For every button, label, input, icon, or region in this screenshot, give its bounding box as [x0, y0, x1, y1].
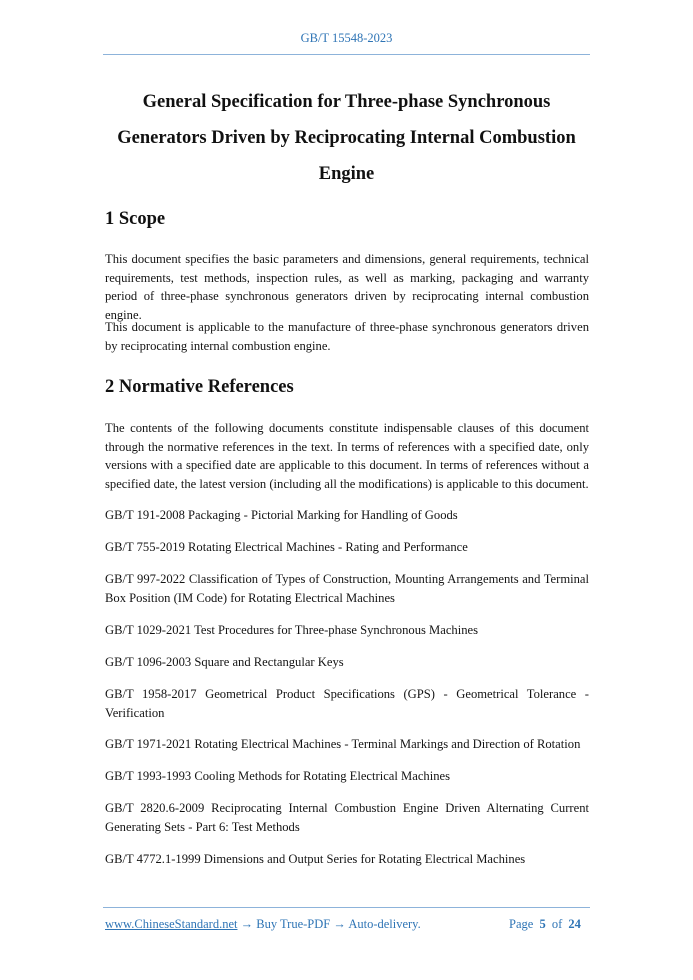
reference-item: GB/T 755-2019 Rotating Electrical Machines - Rating and Performance	[105, 540, 468, 554]
scope-paragraph-1: This document specifies the basic parameters and dimensions, general requirements, technical requirements, test methods, inspection rules, as well as marking, packaging and warranty period of three-phase synchronous generators driven by reciprocating internal combustion engine.	[105, 252, 589, 323]
header-divider	[103, 54, 590, 55]
page-indicator	[509, 917, 584, 932]
site-link[interactable]: www.ChineseStandard.net	[105, 917, 238, 931]
page-total: 24	[568, 917, 581, 931]
arrow-right-icon: →	[240, 917, 254, 931]
reference-item: GB/T 191-2008 Packaging - Pictorial Marking for Handling of Goods	[105, 508, 458, 522]
title-line-1: General Specification for Three-phase Synchronous	[142, 92, 551, 112]
page-label: Page	[509, 917, 534, 931]
section-heading-normative-references: 2 Normative References	[105, 377, 294, 397]
document-title	[100, 84, 593, 192]
page-current: 5	[539, 917, 546, 931]
reference-item: GB/T 1096-2003 Square and Rectangular Keys	[105, 655, 344, 669]
header-standard-code: GB/T 15548-2023	[300, 31, 393, 45]
auto-delivery-text: Auto-delivery.	[348, 917, 421, 931]
footer-divider	[103, 907, 590, 908]
section-heading-scope: 1 Scope	[105, 209, 166, 229]
footer-promo	[105, 917, 421, 932]
title-line-3: Engine	[318, 164, 375, 184]
buy-true-pdf-text: Buy True-PDF	[256, 917, 331, 931]
reference-item: GB/T 2820.6-2009 Reciprocating Internal Combustion Engine Driven Alternating Current Generating Sets - Part 6: Test Methods	[105, 801, 589, 834]
normative-intro-paragraph: The contents of the following documents constitute indispensable clauses of this document through the normative references in the text. In terms of references with a specified date, only versions with a specified date are applicable to this document. In terms of references without a specified date, the latest version (including all the modifications) is applicable to this document.	[105, 421, 589, 492]
reference-item: GB/T 1993-1993 Cooling Methods for Rotating Electrical Machines	[105, 769, 450, 783]
page-of-label: of	[551, 917, 563, 931]
reference-item: GB/T 4772.1-1999 Dimensions and Output Series for Rotating Electrical Machines	[105, 852, 526, 866]
arrow-right-icon: →	[333, 917, 346, 931]
reference-item: GB/T 1029-2021 Test Procedures for Three-phase Synchronous Machines	[105, 623, 479, 637]
title-line-2: Generators Driven by Reciprocating Internal Combustion	[117, 128, 576, 148]
reference-item: GB/T 1958-2017 Geometrical Product Specifications (GPS) - Geometrical Tolerance - Verification	[105, 687, 589, 720]
scope-paragraph-2: This document is applicable to the manufacture of three-phase synchronous generators driven by reciprocating internal combustion engine.	[105, 320, 589, 353]
reference-item: GB/T 997-2022 Classification of Types of Construction, Mounting Arrangements and Terminal Box Position (IM Code) for Rotating Electrical Machines	[105, 572, 589, 605]
reference-item: GB/T 1971-2021 Rotating Electrical Machines - Terminal Markings and Direction of Rotation	[105, 737, 581, 751]
